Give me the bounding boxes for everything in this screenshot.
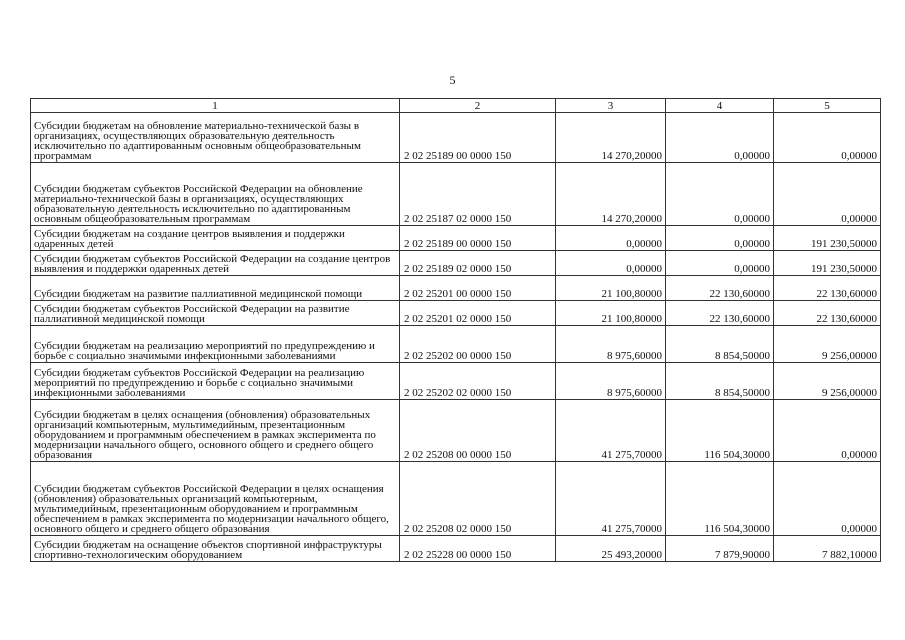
row-name-cell: Субсидии бюджетам в целях оснащения (обновления) образовательных организаций компьютерным, мультимедийным, презентационным оборудованием и программным обеспечением в рамках эксперимента по модернизации начального общего, основного общего и среднего общего образования [31,400,400,462]
row-value-col3: 8 975,60000 [556,363,666,400]
row-code-cell: 2 02 25189 02 0000 150 [400,251,556,276]
table-row [31,400,881,462]
page-number: 5 [449,73,456,87]
row-name-cell: Субсидии бюджетам субъектов Российской Федерации на создание центров выявления и поддержки одаренных детей [31,251,400,276]
row-value-col5: 7 882,10000 [774,536,881,562]
table-row [31,113,881,163]
row-value-col3: 25 493,20000 [556,536,666,562]
row-value-col5: 22 130,60000 [774,276,881,301]
row-name-cell: Субсидии бюджетам субъектов Российской Федерации на развитие паллиативной медицинской помощи [31,301,400,326]
row-value-col5: 0,00000 [774,400,881,462]
header-row [31,99,881,113]
row-code-cell: 2 02 25228 00 0000 150 [400,536,556,562]
table-row [31,251,881,276]
row-value-col3: 0,00000 [556,226,666,251]
row-code-cell: 2 02 25201 00 0000 150 [400,276,556,301]
column-header: 3 [556,99,666,113]
row-value-col4: 22 130,60000 [666,276,774,301]
row-code-cell: 2 02 25208 02 0000 150 [400,462,556,536]
row-code-cell: 2 02 25189 00 0000 150 [400,113,556,163]
budget-table [30,98,881,562]
row-name-cell: Субсидии бюджетам на оснащение объектов спортивной инфраструктуры спортивно-технологическим оборудованием [31,536,400,562]
row-value-col3: 21 100,80000 [556,276,666,301]
row-value-col3: 21 100,80000 [556,301,666,326]
row-value-col5: 0,00000 [774,462,881,536]
row-name-cell: Субсидии бюджетам субъектов Российской Федерации на реализацию мероприятий по предупреждению и борьбе с социально значимыми инфекционными заболеваниями [31,363,400,400]
row-value-col4: 22 130,60000 [666,301,774,326]
row-value-col4: 0,00000 [666,251,774,276]
row-value-col5: 0,00000 [774,113,881,163]
row-value-col3: 8 975,60000 [556,326,666,363]
table-row [31,301,881,326]
row-value-col4: 8 854,50000 [666,326,774,363]
row-code-cell: 2 02 25208 00 0000 150 [400,400,556,462]
row-value-col5: 9 256,00000 [774,326,881,363]
row-name-cell: Субсидии бюджетам на создание центров выявления и поддержки одаренных детей [31,226,400,251]
table-row [31,163,881,226]
row-value-col5: 0,00000 [774,163,881,226]
table-body [31,113,881,562]
row-name-cell: Субсидии бюджетам субъектов Российской Федерации в целях оснащения (обновления) образовательных организаций компьютерным, мультимедийным, презентационным оборудованием и программным обеспечением в рамках эксперимента по модернизации начального общего, основного общего и среднего общего образования [31,462,400,536]
row-value-col4: 0,00000 [666,163,774,226]
row-name-cell: Субсидии бюджетам на обновление материально-технической базы в организациях, осуществляющих образовательную деятельность исключительно по адаптированным основным общеобразовательным программам [31,113,400,163]
row-value-col4: 116 504,30000 [666,400,774,462]
row-value-col5: 191 230,50000 [774,251,881,276]
row-code-cell: 2 02 25201 02 0000 150 [400,301,556,326]
row-code-cell: 2 02 25189 00 0000 150 [400,226,556,251]
row-value-col5: 9 256,00000 [774,363,881,400]
row-value-col5: 191 230,50000 [774,226,881,251]
row-value-col4: 0,00000 [666,113,774,163]
column-header: 4 [666,99,774,113]
row-code-cell: 2 02 25202 00 0000 150 [400,326,556,363]
row-name-cell: Субсидии бюджетам на реализацию мероприятий по предупреждению и борьбе с социально значимыми инфекционными заболеваниями [31,326,400,363]
row-value-col4: 0,00000 [666,226,774,251]
column-header: 1 [31,99,400,113]
row-value-col4: 8 854,50000 [666,363,774,400]
row-value-col3: 14 270,20000 [556,113,666,163]
row-value-col3: 14 270,20000 [556,163,666,226]
row-value-col3: 41 275,70000 [556,400,666,462]
row-name-cell: Субсидии бюджетам на развитие паллиативной медицинской помощи [31,276,400,301]
column-header: 2 [400,99,556,113]
column-header: 5 [774,99,881,113]
table-row [31,326,881,363]
table-row [31,536,881,562]
table-row [31,226,881,251]
row-value-col4: 116 504,30000 [666,462,774,536]
row-value-col3: 41 275,70000 [556,462,666,536]
row-code-cell: 2 02 25202 02 0000 150 [400,363,556,400]
table-row [31,276,881,301]
table-row [31,363,881,400]
row-value-col5: 22 130,60000 [774,301,881,326]
row-value-col4: 7 879,90000 [666,536,774,562]
row-name-cell: Субсидии бюджетам субъектов Российской Федерации на обновление материально-технической базы в организациях, осуществляющих образовательную деятельность исключительно по адаптированным основным общеобразовательным программам [31,163,400,226]
row-code-cell: 2 02 25187 02 0000 150 [400,163,556,226]
row-value-col3: 0,00000 [556,251,666,276]
table-row [31,462,881,536]
